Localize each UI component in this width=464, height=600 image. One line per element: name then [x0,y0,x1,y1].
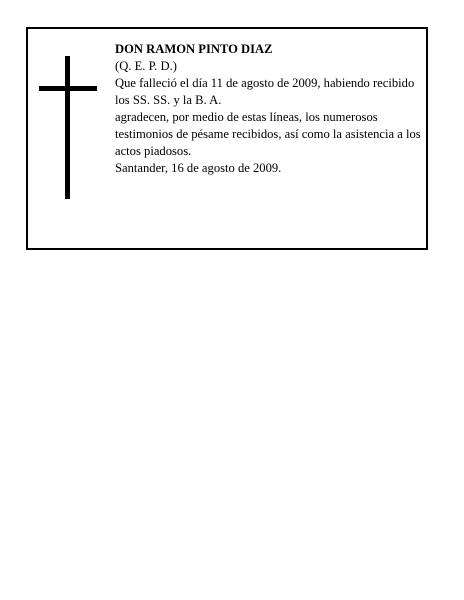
cross-icon [65,56,70,199]
notice-text [115,41,421,177]
death-line: Que falleció el día 11 de agosto de 2009, habiendo recibido [115,76,415,90]
cross-icon-bar [39,86,97,91]
obituary-notice [26,27,428,250]
thanks-paragraph: agradecen, por medio de estas líneas, los numerosos testimonios de pésame recibidos, así como la asistencia a los actos piadosos. [115,110,421,158]
deceased-name: DON RAMON PINTO DIAZ [115,42,273,56]
sacraments-line: los SS. SS. y la B. A. [115,93,222,107]
place-date-line: Santander, 16 de agosto de 2009. [115,161,282,175]
rip-line: (Q. E. P. D.) [115,59,177,73]
